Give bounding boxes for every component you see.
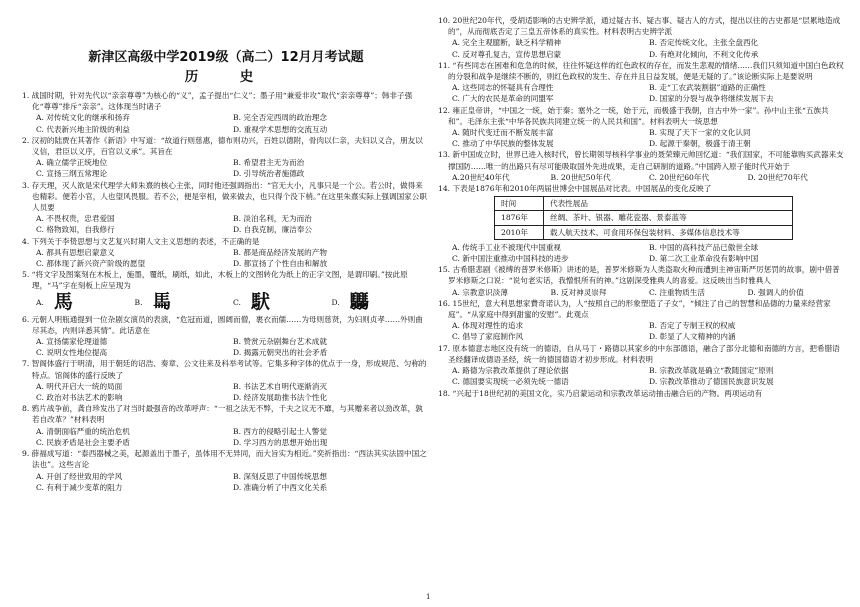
options-grid [438, 320, 846, 342]
question [22, 269, 430, 313]
answer-option: B. 赞赏元杂剧舞台艺术成就 [233, 337, 327, 347]
answer-option: A. 宣扬儒家伦理道德 [36, 337, 108, 347]
question [22, 236, 430, 270]
answer-option: D. 彰显了人文精神的内涵 [649, 332, 736, 342]
answer-option: C. 宣扬三纲五常理论 [36, 169, 108, 179]
glyph-character: 馬 [53, 291, 73, 314]
answer-option: B. 20世纪50年代 [550, 172, 611, 182]
glyph-options [22, 292, 430, 314]
answer-option: A. 开创了经世致用的学风 [36, 471, 123, 481]
glyph-character: 䭾 [250, 291, 270, 314]
answer-option: B. 淡泊名利，无为而治 [233, 214, 312, 224]
question-stem: 8. 鸦片战争前，龚自珍发出了对当时最强音的改革呼声：“一祖之法无不弊，千夫之议无不靡，与其赠来者以劲改革，孰若自改革？”材料表明 [22, 404, 423, 425]
answer-option: A. 对传统文化的继承和扬弃 [36, 113, 130, 123]
table-cell: 载人航天技术、可食用环保包装材料、多媒体信息技术等 [544, 225, 793, 239]
answer-option: B. 实现了天下一家的文化认同 [649, 128, 751, 138]
answer-option: C. 民族矛盾是社会主要矛盾 [36, 437, 130, 447]
answer-option: D. 第二次工业革命没有影响中国 [649, 254, 759, 264]
right-question-list [438, 15, 846, 399]
answer-option: C. 有利于减少变革的阻力 [36, 482, 123, 492]
question-stem: 10. 20世纪20年代，受胡适影响的古史辨学派，通过疑古书、疑古事、疑古人的方式，提出以往的古史都是“层累地造成的”，从而彻底否定了三皇五帝体系的真实性。材料表明古史辨学派 [438, 16, 841, 37]
options-grid [438, 37, 846, 59]
options-grid [22, 426, 430, 448]
exam-subject: 历 史 [184, 69, 268, 85]
question-stem: 14. 下表是1876年和2010年两届世博会中国展品对比表。中国展品的变化反映了 [438, 184, 712, 194]
options-grid [22, 381, 430, 403]
answer-option: D. 国家的分裂与战争将继续发展下去 [649, 94, 774, 104]
answer-option: B. 中国的高科技产品已傲世全球 [649, 242, 759, 252]
question [22, 314, 430, 359]
glyph-option [36, 291, 135, 314]
question-stem: 13. 新中国成立时，世界已进入核时代，曾长期领导核科学事业的聂荣臻元帅回忆道：“我们国家，不可能靠购买武器来支撑国防……唯一的出路只有尽可能吸取国外先进成果，走自己研制的道路。”中国跨入原子能时代开始于 [438, 150, 844, 171]
question-stem: 15. 古希腊悲剧《被缚的普罗米修斯》讲述的是，普罗米修斯为人类盗取火种而遭到主神宙斯严厉惩罚的故事，剧中借普罗米修斯之口说：“说句老实话，我憎恨所有的神。”这剧深受雅典人的喜爱。这反映出当时雅典人 [438, 265, 840, 286]
options-grid [438, 172, 846, 183]
table-cell: 丝绸、茶叶、银器、雕花瓷器、景泰蓝等 [544, 211, 793, 225]
options-grid [438, 365, 846, 387]
answer-option: A. 明代开启大一统的局面 [36, 381, 123, 391]
question-stem: 18. “兴起于18世纪初的美国文化，实乃启蒙运动和宗教改革运动抽击融合后的产物。两项运动有 [438, 388, 763, 398]
answer-option: D. 揭露元朝突出的社会矛盾 [233, 348, 328, 358]
question-stem: 2. 汉初的陆贾在其著作《新语》中写道：“故道行则慈惠，德布则功兴，百姓以德附，骨肉以仁亲，夫妇以义合，朋友以义信，君臣以义序，百官以义承”。其旨在 [22, 135, 423, 157]
question-stem: 11. “有些同志在困难和危急的时候，往往怀疑这样的红色政权的存在，而发生悲观的情绪……我们只须知道中国白色政权的分裂和战争是继续不断的，则红色政权的发生、存在并且日益发展，便是无疑的了。”该论断实际上是要说明 [438, 60, 844, 82]
question-stem: 7. 智阁体盛行于明清，用于朝廷的诏浩、奏章、公文往来及科举考试等。它集多种字体的优点于一身，形成规范、匀称的特点。馆阁体的盛行反映了 [22, 359, 427, 380]
answer-option: D. 20世纪70年代 [747, 172, 808, 182]
answer-option: D. 强调人的价值 [747, 287, 804, 297]
answer-option: A. 体现对理性的追求 [452, 321, 524, 331]
answer-option: C. 推动了中华民族的整体发展 [452, 139, 554, 149]
question [438, 15, 846, 60]
answer-option: C. 政治对书法艺术的影响 [36, 393, 123, 403]
option-letter: B. [134, 298, 143, 308]
answer-option: D. 准确分析了中西文化关系 [233, 482, 328, 492]
option-letter: C. [233, 298, 241, 308]
exam-title: 新津区高级中学2019级（高二）12月月考试题 [88, 50, 364, 65]
options-grid [438, 242, 846, 264]
answer-option: C. 德国要实现统一必须先统一德语 [452, 377, 569, 387]
question-stem: 16. 15世纪，意大利思想家費奇诺认为，人“按照自己的形象塑造了子女”，“倾注了自己的智慧和品德的力量来经营家庭”。“从家庭中得到甜蜜的安慰”。此观点 [438, 298, 831, 320]
answer-option: B. 深刻反思了中国传统思想 [233, 471, 327, 481]
answer-option: B. 书法艺术自明代逐渐消灭 [233, 381, 327, 391]
question [22, 358, 430, 403]
answer-option: A. 传统手工业不被现代中国重视 [452, 242, 562, 252]
options-grid [22, 471, 430, 493]
question [438, 149, 846, 183]
left-question-list [22, 90, 430, 493]
options-grid [22, 336, 430, 358]
question [22, 448, 430, 493]
answer-option: A. 不畏权贵，忠君爱国 [36, 214, 115, 224]
right-column [438, 15, 846, 399]
exhibit-table [494, 196, 793, 240]
table-header-row [495, 197, 793, 211]
question-stem: 6. 元朝人明瓶通提到一位杂剧女演员的表演，“危冠而道，圆阔而僧，裹衣而儒……为母则慈贤，为妇则贞孝……外则曲尽其态，内则详悉其情”。此话意在 [22, 314, 423, 335]
options-grid [22, 112, 430, 134]
glyph-option [233, 291, 332, 314]
left-column [22, 14, 430, 493]
answer-option: D. 自我克制，廉洁奉公 [233, 225, 312, 235]
question-stem: 3. 存天理，灭人欲是宋代理学大师朱熹的核心主张，同时他还强调指出：“官无大小，凡事只是一个公。若公时，做得来也精彩。便若小官，人也望风畏服。若不公，便是宰相，做来做去，也只得个没下梢。”在这里朱熹实际上强调国家公职人员要 [22, 180, 427, 213]
table-row [495, 225, 793, 239]
answer-option: A. 都具有思想启蒙意义 [36, 247, 115, 257]
page-number: 1 [426, 593, 431, 601]
answer-option: B. 走“工农武装割据”道路的正确性 [649, 83, 766, 93]
table-header-cell: 代表性展品 [544, 197, 793, 211]
table-cell: 1876年 [495, 211, 544, 225]
answer-option: D. 起源于秦朝，极盛于清王朝 [649, 139, 751, 149]
question [22, 180, 430, 236]
answer-option: B. 完全否定西周的政治理念 [233, 113, 327, 123]
options-grid [438, 287, 846, 298]
answer-option: C. 20世纪60年代 [649, 172, 710, 182]
answer-option: A. 路德为宗教改革提供了理论依据 [452, 366, 569, 376]
glyph-character: 𩧢 [349, 291, 369, 314]
question [22, 135, 430, 180]
options-grid [22, 213, 430, 235]
question-stem: 9. 薛福成写道：“泰西器械之美，起源盖出于墨子，虽体用不无异同，而大旨实为相近。”奕祈指出：“西法其实法固中国之法也”。这些言论 [22, 449, 427, 470]
answer-option: C. 倡导了家庭制作风 [452, 332, 524, 342]
question-stem: 17. 原本德意志地区没有统一的德语，自从马丁・路德以其家乡的中东部德语，融合了部分北德和南德的方言，把希腊语圣经翻译成德语圣经，统一的德国德语才初步形成。材料表明 [438, 343, 840, 364]
answer-option: A. 确立儒学正统地位 [36, 158, 108, 168]
answer-option: C. 都体现了新兴资产阶级的愿望 [36, 259, 146, 269]
question [438, 60, 846, 105]
question [438, 298, 846, 343]
answer-option: A. 清朝面临严重的统治危机 [36, 426, 130, 436]
answer-option: C. 反对尊孔复古，宣传思想启蒙 [452, 49, 562, 59]
options-grid [22, 157, 430, 179]
option-letter: A. [36, 298, 44, 308]
question-stem: 12. 雍正皇帝讲，“中国之一统，始于秦；塞外之一统，始于元，而极盛于我朝，自古中外一家”。孙中山主张“五族共和”。毛泽东主张“中华各民族共同建立统一的人民共和国”。材料表明大一统思想 [438, 105, 829, 126]
question [22, 90, 430, 135]
question-stem: 5. “将文字及图案刻在木板上，施墨，覆纸，刷纸，如此，木板上的文图转化为纸上的正字文图，是谓印刷。”按此原理，“马”字在刻板上应呈现为 [22, 270, 408, 291]
question [438, 388, 846, 399]
question-stem: 1. 战国时期，针对先代以“亲亲尊尊”为核心的“义”，孟子提出“仁义”；墨子用“兼爱非攻”取代“亲亲尊尊”；韩非子强化“尊尊”排斥“亲亲”。这体现当时诸子 [22, 91, 413, 112]
answer-option: D. 都宣扬了个性自由和解放 [233, 259, 328, 269]
question [438, 264, 846, 298]
answer-option: A. 宗教意识淡薄 [452, 287, 508, 297]
answer-option: B. 反对神灵崇拜 [550, 287, 607, 297]
answer-option: C. 说明女性地位提高 [36, 348, 108, 358]
option-letter: D. [331, 298, 340, 308]
answer-option: D. 重视学术思想的交流互动 [233, 124, 328, 134]
question [438, 183, 846, 264]
answer-option: C. 广大的农民是革命的同盟军 [452, 94, 554, 104]
options-grid [438, 82, 846, 104]
answer-option: B. 宗教改革就是确立“教随国定”原则 [649, 366, 774, 376]
answer-option: D. 宗教改革推动了德国民族意识发展 [649, 377, 774, 387]
answer-option: B. 希望君主无为而治 [233, 158, 305, 168]
answer-option: B. 否定传统文化，主张全盘西化 [649, 38, 759, 48]
answer-option: C. 格物致知，自我修行 [36, 225, 115, 235]
table-row [495, 211, 793, 225]
glyph-option [134, 291, 234, 314]
answer-option: B. 都是商品经济发展的产物 [233, 247, 327, 257]
answer-option: B. 西方的侵略引起士人警觉 [233, 426, 327, 436]
question [438, 105, 846, 150]
table-header-cell: 时间 [495, 197, 544, 211]
answer-option: C. 新中国注重推动中国科技的进步 [452, 254, 569, 264]
answer-option: A. 完全主观臆断，缺乏科学精神 [452, 38, 562, 48]
answer-option: D. 有绝对化倾向，不利文化传承 [649, 49, 759, 59]
answer-option: D. 学习西方的思想开始出现 [233, 437, 328, 447]
answer-option: A. 这些同志的怀疑具有合理性 [452, 83, 554, 93]
answer-option: A. 随时代变迁而不断发展丰富 [452, 128, 554, 138]
glyph-option [331, 291, 431, 314]
answer-option: C. 注重物质生活 [649, 287, 705, 297]
answer-option: C. 代表新兴地主阶级的利益 [36, 124, 130, 134]
table-cell: 2010年 [495, 225, 544, 239]
answer-option: D. 引导统治者施德政 [233, 169, 305, 179]
glyph-character: 𩡧 [152, 291, 172, 314]
answer-option: A.20世纪40年代 [452, 172, 510, 182]
options-grid [22, 247, 430, 269]
question [438, 343, 846, 388]
options-grid [438, 127, 846, 149]
answer-option: B. 否定了专制王权的权威 [649, 321, 736, 331]
answer-option: D. 经济发展助推书法个性化 [233, 393, 328, 403]
question [22, 403, 430, 448]
question-stem: 4. 下列关于李贽思想与文艺复兴时期人文主义思想的表述，不正确的是 [22, 236, 260, 246]
